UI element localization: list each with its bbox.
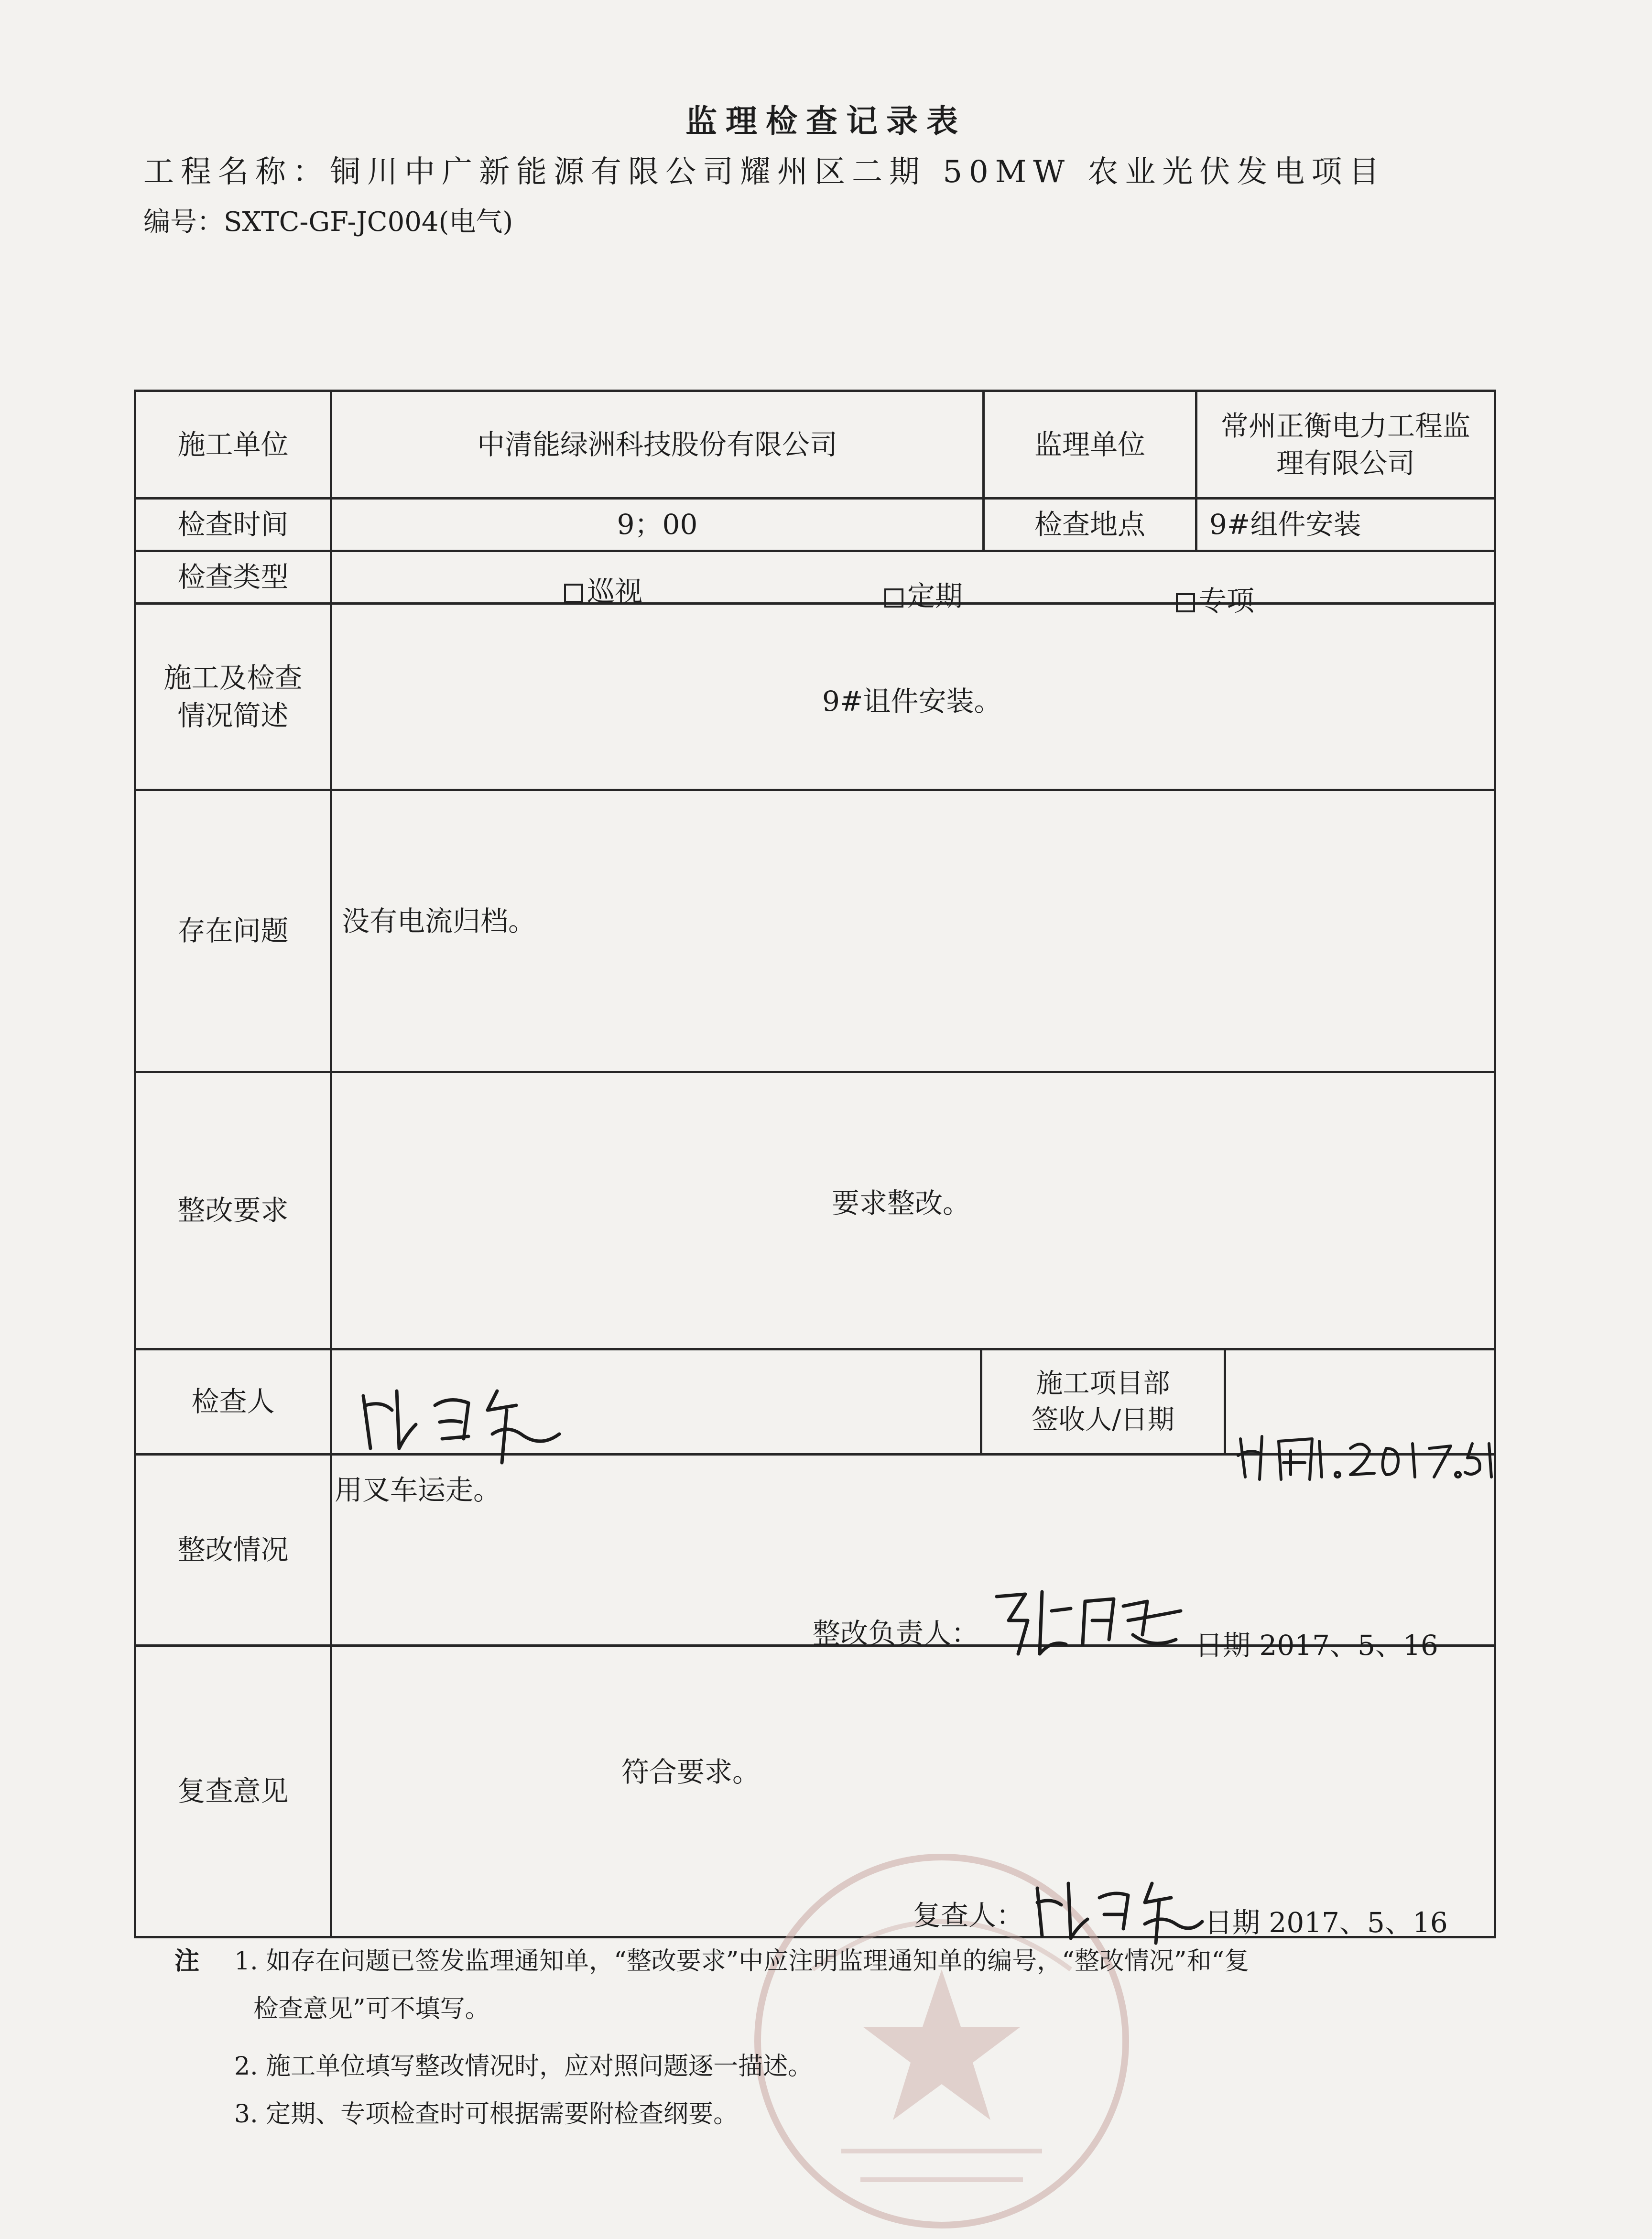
- inspector-label: 检查人: [191, 1385, 275, 1418]
- requirement-label: 整改要求: [177, 1194, 289, 1227]
- supervision-unit-line1: 常州正衡电力工程监: [1220, 409, 1470, 442]
- problem-label: 存在问题: [177, 914, 289, 947]
- construction-unit-value: 中清能绿洲科技股份有限公司: [477, 428, 837, 461]
- construction-unit-label: 施工单位: [177, 428, 289, 461]
- reviewer-label: 复查人：: [913, 1899, 1024, 1932]
- check-place-value: 9#组件安装: [1209, 508, 1361, 541]
- review-label: 复查意见: [177, 1775, 289, 1808]
- note-item-1: 1. 如存在问题已签发监理通知单，“整改要求”中应注明监理通知单的编号，“整改情况”和“复: [234, 1947, 1250, 1976]
- review-date: 日期 2017、5、16: [1205, 1906, 1448, 1939]
- rect-date: 日期 2017、5、16: [1195, 1629, 1438, 1662]
- check-type-patrol[interactable]: 巡视: [564, 569, 642, 609]
- checkbox-icon: [884, 588, 903, 608]
- project-dept-label: 施工项目部 签收人/日期: [1032, 1368, 1174, 1435]
- supervision-unit-line2: 理有限公司: [1276, 447, 1415, 479]
- check-place-label: 检查地点: [1034, 508, 1145, 541]
- notes-label: 注: [174, 1946, 200, 1976]
- checkbox-icon: [564, 584, 583, 603]
- supervision-unit-label: 监理单位: [1034, 428, 1145, 461]
- project-name: 工程名称：铜川中广新能源有限公司耀州区二期 50MW 农业光伏发电项目: [143, 154, 1386, 190]
- signoff-handwriting: [1233, 1429, 1501, 1487]
- check-time-value: 9；00: [617, 508, 698, 541]
- check-type-label: 检查类型: [177, 561, 289, 594]
- summary-value: 9#诅件安装。: [822, 685, 1002, 717]
- review-value: 符合要求。: [621, 1756, 761, 1788]
- check-time-label: 检查时间: [177, 508, 289, 541]
- rectification-value: 用叉车运走。: [335, 1474, 501, 1506]
- form-title: 监理检查记录表: [685, 102, 967, 140]
- note-item-2: 2. 施工单位填写整改情况时，应对照问题逐一描述。: [234, 2052, 813, 2081]
- problem-value: 没有电流归档。: [342, 905, 536, 937]
- summary-label: 施工及检查 情况简述: [163, 662, 303, 732]
- checkbox-icon: [1176, 593, 1195, 612]
- requirement-value: 要求整改。: [832, 1187, 971, 1219]
- rect-person-signature: [989, 1582, 1190, 1663]
- note-item-3: 3. 定期、专项检查时可根据需要附检查纲要。: [234, 2100, 739, 2129]
- inspector-signature: [354, 1377, 574, 1472]
- form-code: 编号：SXTC-GF-JC004(电气): [143, 207, 513, 238]
- note-item-1-cont: 检查意见”可不填写。: [253, 1995, 490, 2023]
- reviewer-signature: [1028, 1874, 1209, 1946]
- check-type-special[interactable]: 专项: [1176, 578, 1254, 619]
- rect-person-label: 整改负责人：: [813, 1617, 979, 1650]
- rectification-label: 整改情况: [177, 1533, 289, 1566]
- supervision-unit-value: [1197, 392, 1494, 497]
- check-type-periodic[interactable]: 定期: [884, 574, 963, 614]
